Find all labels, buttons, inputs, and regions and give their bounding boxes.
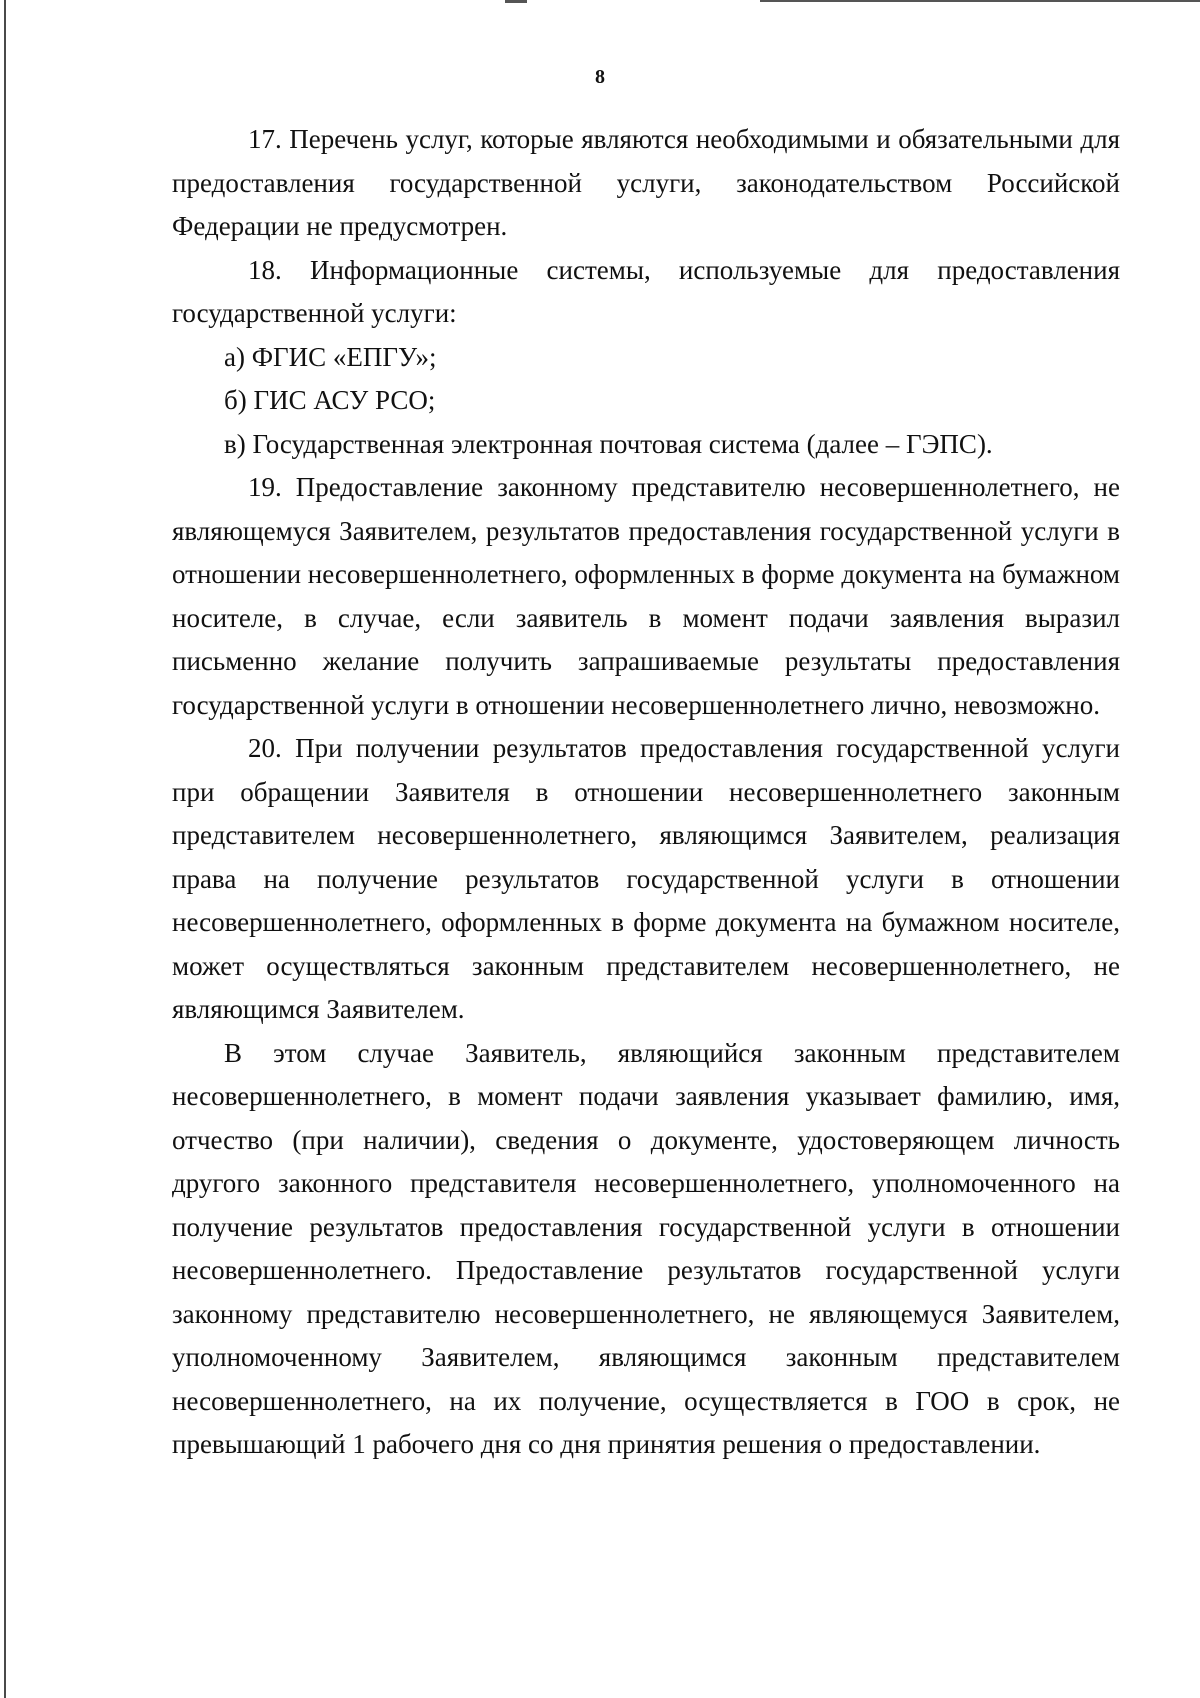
- paragraph-17: 17. Перечень услуг, которые являются необходимыми и обязательными для предоставления государственной услуги, законодательством Российской Федерации не предусмотрен.: [172, 124, 1120, 241]
- paragraph-19: 19. Предоставление законному представителю несовершеннолетнего, не являющемуся Заявителем, результатов предоставления государственной услуги в отношении несовершеннолетнего, оформленных в форме документа на бумажном носителе, в случае, если заявитель в момент подачи заявления выразил письменно желание получить запрашиваемые результаты предоставления государственной услуги в отношении несовершеннолетнего лично, невозможно.: [172, 472, 1120, 720]
- scan-mark-top: [505, 0, 527, 3]
- list-item-b: б) ГИС АСУ РСО;: [224, 385, 436, 415]
- list-item-a: а) ФГИС «ЕПГУ»;: [224, 341, 437, 372]
- paragraph-18: 18. Информационные системы, используемые для предоставления государственной услуги:: [172, 254, 1120, 328]
- scan-edge-top: [760, 0, 1200, 2]
- paragraph-20-continuation: В этом случае Заявитель, являющийся законным представителем несовершеннолетнего, в момент подачи заявления указывает фамилию, имя, отчество (при наличии), сведения о документе, удостоверяющем личность другого законного представителя несовершеннолетнего, уполномоченного на получение результатов предоставления государственной услуги в отношении несовершеннолетнего. Предоставление результатов государственной услуги законному представителю несовершеннолетнего, не являющемуся Заявителем, уполномоченному Заявителем, являющимся законным представителем несовершеннолетнего, на их получение, осуществляется в ГОО в срок, не превышающий 1 рабочего дня со дня принятия решения о предоставлении.: [172, 1037, 1120, 1459]
- page-number: 8: [595, 66, 605, 88]
- document-body: [172, 118, 1120, 1467]
- paragraph-20: 20. При получении результатов предоставления государственной услуги при обращении Заявителя в отношении несовершеннолетнего законным представителем несовершеннолетнего, являющимся Заявителем, реализация права на получение результатов государственной услуги в отношении несовершеннолетнего, оформленных в форме документа на бумажном носителе, может осуществляться законным представителем несовершеннолетнего, не являющимся Заявителем.: [172, 733, 1120, 1024]
- scan-edge-left: [4, 0, 6, 1698]
- list-item-c: в) Государственная электронная почтовая система (далее – ГЭПС).: [224, 428, 993, 459]
